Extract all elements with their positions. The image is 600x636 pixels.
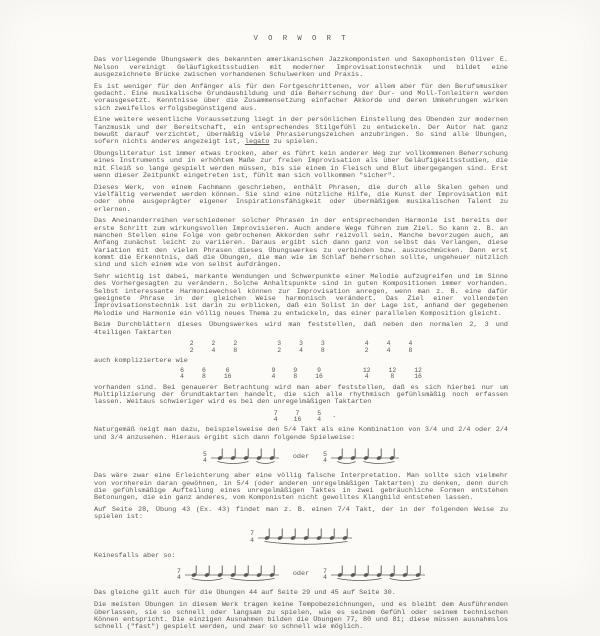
label-keinesfalls: Keinesfalls aber so: (94, 552, 176, 561)
label-komplizierter: auch kompliziertere wie (94, 356, 188, 365)
period: . (332, 412, 337, 421)
music-notes (258, 526, 352, 549)
time-signature: 2 4 (211, 340, 216, 354)
music-notes (331, 563, 425, 586)
time-signature: 3 8 (320, 340, 325, 354)
oder-label: oder (292, 570, 310, 579)
music-notes (211, 446, 279, 469)
paragraph-4: Übungsliteratur ist immer etwas trocken, aber es führt kein anderer Weg zur vollkommenen Beherrschung eines Instruments und in erhöhtem Maße zur freien Improvisation als über Geläufigkeitsstudien, die mit Fleiß so lange gespielt werden müssen, bis sie einem in Fleisch und Blut übergegangen sind. Erst wenn dieser Zeitpunkt eingetreten ist, fühlt man sich vollkommen "sicher". (94, 150, 508, 180)
time-signature: 9 16 (315, 367, 323, 381)
time-signature: 6 4 (180, 367, 184, 381)
music-notation-7-4-wrong-b (323, 563, 425, 586)
time-signature: 6 16 (223, 367, 232, 381)
paragraph-13: Das gleiche gilt auch für die Übungen 44 auf Seite 29 und 45 auf Seite 30. (94, 589, 396, 598)
music-notation-5-4-b (323, 446, 399, 469)
time-signature: 4 2 (364, 340, 369, 354)
time-signature: 5 4 (317, 409, 322, 424)
time-signature: 3 2 (277, 340, 282, 354)
time-signature: 9 8 (293, 367, 298, 381)
time-signature: 4 8 (408, 340, 413, 354)
paragraph-9: vorhanden sind. Bei genauerer Betrachtung wird man aber feststellen, daß es sich hierbei nur um Multiplizierung der Grundtaktarten handelt, die sich alle rhythmisch gefühlsmäßig noch erfassen lassen. Weitaus schwieriger wird es bei den unregelmäßigen Taktarten (94, 383, 508, 407)
time-signature: 12 16 (414, 367, 422, 381)
page-title: V O R W O R T (253, 35, 349, 43)
music-notation-5-4-a (203, 446, 279, 469)
time-signature-row-normal (94, 341, 508, 353)
time-signature: 7 4 (323, 567, 327, 581)
time-signature: 6 8 (201, 367, 206, 381)
time-signature: 12 4 (362, 367, 371, 381)
notation-row-spielweise (94, 446, 508, 469)
preface-text (94, 36, 508, 636)
legato-emphasis: legato (244, 138, 270, 147)
paragraph-3-text: Eine weitere wesentliche Voraussetzung liegt in der persönlichen Einstellung des Übenden zur modernen Tanzmusik und der Bereitschaft, ein entsprechendes Stilgefühl zu entwickeln. Der Autor hat ganz bewußt darauf verzichtet, übermäßig viele Phrasierungszeichen anzubringen. So sind alle Übungen, sofern nichts anderes angezeigt ist, (94, 116, 508, 147)
time-signature: 7 4 (176, 567, 181, 581)
notation-row-keinesfalls (94, 563, 508, 586)
time-signature: 9 4 (271, 367, 276, 381)
time-signature: 5 4 (202, 450, 207, 464)
paragraph-10: Naturgemäß neigt man dazu, beispielsweise den 5/4 Takt als eine Kombination von 3/4 und 2/4 oder 2/4 und 3/4 anzusehen. Hieraus ergibt sich dann folgende Spielweise: (94, 426, 508, 442)
music-notation-7-4-correct (250, 526, 352, 549)
time-signature: 5 4 (323, 450, 327, 464)
paragraph-14: Die meisten Übungen in diesem Werk tragen keine Tempobezeichnungen, und es bleibt dem Ausführenden überlassen, sie so schnell oder langsam zu spielen, wie es seinem Gefühl oder seinem technischen Können entspricht. Die einzigen Ausnahmen bilden die Übungen 77, 80 und 81; diese müssen ausnahmslos schnell ("fast") gespielt werden, und zwar so schnell wie möglich. (94, 601, 508, 632)
notation-row-correct (94, 526, 508, 549)
paragraph-2: Es ist weniger für den Anfänger als für den Fortgeschrittenen, vor allem aber für den Berufsmusiker gedacht. Eine musikalische Grundausbildung und die Beherrschung der Dur- und Moll-Tonleitern werden vorausgesetzt. Kenntnisse über die Zusammensetzung einfacher Akkorde und deren Umkehrungen wirken sich zweifellos erfolgsbegünstigend aus. (94, 82, 508, 113)
paragraph-3-end: zu spielen. (269, 138, 319, 147)
paragraph-1: Das vorliegende Übungswerk des bekannten amerikanischen Jazzkomponisten und Saxophonisten Oliver E. Nelson vereinigt Geläufigkeitsstudien mit moderner Improvisationstechnik und bildet eine ausgezeichnete Brücke zwischen vorhandenen Schulwerken und Praxis. (94, 56, 508, 79)
time-signature: 4 4 (386, 340, 391, 354)
paragraph-11: Das wäre zwar eine Erleichterung aber eine völlig falsche Interpretation. Man sollte sich vielmehr von vornherein daran gewöhnen, in 5/4 (oder anderen unregelmäßigen Taktarten) zu denken, denn durch die gefühlsmäßige Aufteilung eines unregelmäßigen Taktes in zwei gebräuchliche Formen entstehen Betonungen, die ein ganz anderes, vom Komponisten nicht gewolltes Klangbild entstehen lassen. (94, 472, 508, 503)
paragraph-8: Beim Durchblättern dieses Übungswerkes wird man feststellen, daß neben den normalen 2, 3 und 4teiligen Taktarten (94, 321, 508, 337)
time-signature: 7 4 (250, 530, 254, 544)
time-signature: 7 16 (293, 409, 302, 424)
oder-label: oder (292, 453, 310, 462)
time-signature: 7 4 (273, 409, 278, 424)
paragraph-5: Dieses Werk, von einem Fachmann geschrieben, enthält Phrasen, die durch alle Skalen gehen und vielfältig verwendet werden können. Sie sind eine nützliche Hilfe, die Kunst der Improvisation mit oder ohne ausgeprägter eigener Inspirationsfähigkeit oder übermäßigem musikalischen Talent zu erlernen. (94, 183, 508, 214)
paragraph-12: Auf Seite 28, Übung 43 (Ex. 43) findet man z. B. einen 7/4 Takt, der in der folgenden Weise zu spielen ist: (94, 506, 508, 522)
time-signature: 12 8 (388, 367, 397, 381)
music-notation-7-4-wrong-a (177, 563, 279, 586)
time-signature: 2 2 (189, 340, 194, 354)
time-signature-row-irregular (94, 411, 508, 423)
time-signature-row-complicated (94, 368, 508, 380)
paragraph-6: Das Aneinanderreihen verschiedener solcher Phrasen in der entsprechenden Harmonie ist bereits der erste Schritt zum wirkungsvollen Improvisieren. Auch andere Wege führen zum Ziel. So kann z. B. an manchen Stellen eine Folge von gebrochenen Akkorden sehr reizvoll sein. Manche bevorzugen auch, am Anfang zunächst leicht zu variieren. Daraus ergibt sich dann ganz von selbst das Verlangen, diese Variation mit den vielen Phrasen dieses Übungswerkes zu verbinden bzw. auszuschmücken. Dann erst kommt die Erkenntnis, daß die Übungen, die man wie im Schlaf beherrschen sollte, ungeheuer nützlich sind und sich einem wie von selbst aufdrängen. (94, 217, 508, 270)
music-notes (331, 446, 399, 469)
time-signature: 3 4 (299, 340, 303, 354)
paragraph-3 (94, 117, 508, 146)
music-notes (185, 563, 279, 586)
time-signature: 2 8 (233, 340, 238, 354)
paragraph-7: Sehr wichtig ist dabei, markante Wendungen und Schwerpunkte einer Melodie aufzugreifen und im Sinne des Vorhergesagten zu verändern. Solche Anhaltspunkte sind in guten Kompositionen immer vorhanden. Selbst interessante Harmoniewechsel können zur Improvisation anregen, wenn man z. B. eine dafür geeignete Phrase in der gleichen Weise harmonisch verändert. Das Ziel einer vollendeten Improvisationstechnik ist darin zu erblicken, daß ein Solist in der Lage ist, anhand der gegebenen Melodie und Harmonie ein völlig neues Thema zu entwickeln, das einer parallelen Komposition gleicht. (94, 273, 508, 318)
